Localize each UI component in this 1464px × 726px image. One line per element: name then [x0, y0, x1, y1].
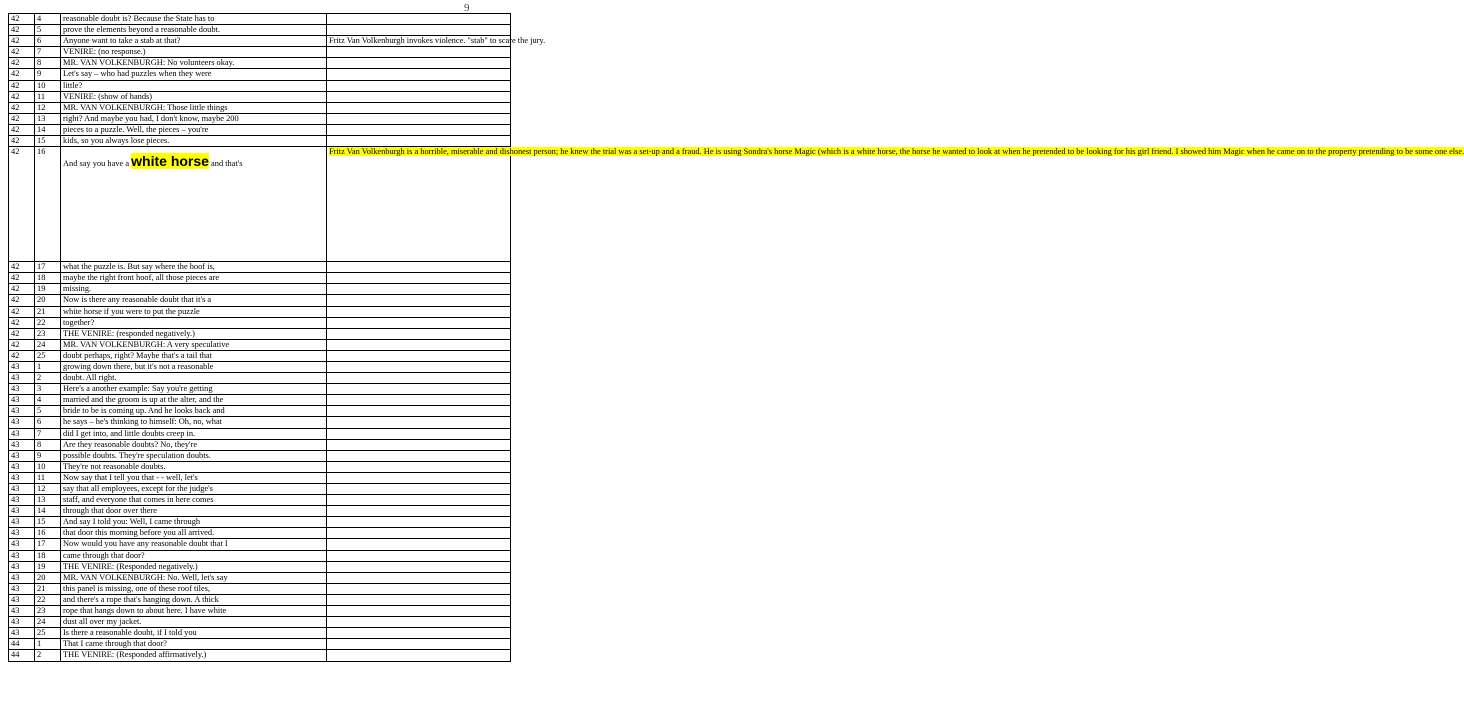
line-cell: 17 — [35, 539, 61, 550]
line-cell: 24 — [35, 617, 61, 628]
annotation-cell — [327, 384, 511, 395]
line-cell: 6 — [35, 36, 61, 47]
table-row — [9, 639, 511, 650]
line-cell: 19 — [35, 561, 61, 572]
text-cell: VENIRE: (no response.) — [61, 47, 327, 58]
table-row — [9, 262, 511, 273]
line-cell: 16 — [35, 147, 61, 262]
table-row — [9, 583, 511, 594]
page-cell: 43 — [9, 583, 35, 594]
page-cell: 43 — [9, 572, 35, 583]
page-cell: 42 — [9, 339, 35, 350]
line-cell: 11 — [35, 472, 61, 483]
table-row — [9, 102, 511, 113]
line-cell: 25 — [35, 350, 61, 361]
table-row — [9, 328, 511, 339]
page-cell: 42 — [9, 136, 35, 147]
table-row — [9, 395, 511, 406]
text-cell: Here's a another example: Say you're getting — [61, 384, 327, 395]
table-row — [9, 428, 511, 439]
highlighted-phrase: white horse — [131, 153, 209, 170]
table-row — [9, 417, 511, 428]
text-cell: Now is there any reasonable doubt that it's a — [61, 295, 327, 306]
highlight-section — [9, 147, 1464, 262]
line-cell: 21 — [35, 583, 61, 594]
annotation-cell — [327, 506, 511, 517]
page-cell: 43 — [9, 484, 35, 495]
text-cell: VENIRE: (show of hands) — [61, 91, 327, 102]
annotation-cell — [327, 124, 511, 135]
annotation-cell — [327, 406, 511, 417]
page-cell: 42 — [9, 295, 35, 306]
line-cell: 5 — [35, 25, 61, 36]
page-cell: 42 — [9, 306, 35, 317]
text-cell: possible doubts. They're speculation doubts. — [61, 450, 327, 461]
text-cell: MR. VAN VOLKENBURGH: Those little things — [61, 102, 327, 113]
annotation-cell — [327, 472, 511, 483]
annotation-cell — [327, 136, 511, 147]
page-cell: 42 — [9, 350, 35, 361]
page-cell: 43 — [9, 561, 35, 572]
table-row — [9, 339, 511, 350]
annotation-cell — [327, 373, 511, 384]
table-row — [9, 461, 511, 472]
page-cell: 43 — [9, 594, 35, 605]
text-cell: right? And maybe you had, I don't know, maybe 200 — [61, 113, 327, 124]
page-cell: 43 — [9, 539, 35, 550]
text-cell: reasonable doubt is? Because the State has to — [61, 14, 327, 25]
table-row — [9, 594, 511, 605]
line-cell: 13 — [35, 495, 61, 506]
page-cell: 42 — [9, 284, 35, 295]
line-cell: 22 — [35, 594, 61, 605]
text-cell: little? — [61, 80, 327, 91]
annotation-cell — [327, 113, 511, 124]
table-row — [9, 550, 511, 561]
text-cell: doubt. All right. — [61, 373, 327, 384]
annotation-cell — [327, 47, 511, 58]
line-cell: 10 — [35, 461, 61, 472]
line-cell: 17 — [35, 262, 61, 273]
annotation-cell — [327, 461, 511, 472]
line-cell: 9 — [35, 450, 61, 461]
line-cell: 10 — [35, 80, 61, 91]
text-cell: THE VENIRE: (Responded negatively.) — [61, 561, 327, 572]
table-row — [9, 495, 511, 506]
text-after: and that's — [208, 159, 243, 169]
page-cell: 42 — [9, 124, 35, 135]
table-row — [9, 373, 511, 384]
annotation-cell — [327, 617, 511, 628]
text-cell: Let's say – who had puzzles when they were — [61, 69, 327, 80]
annotation-text: Fritz Van Volkenburgh is a horrible, miserable and dishonest person; he knew the trial was a set-up and a fraud. He is using Sondra's horse Magic (which is a white horse, the horse he wanted to look at when he pretended to be looking for his girl friend. I showed him Magic when he came on to the property pretending to be some one else. — [329, 147, 1464, 157]
page-cell: 43 — [9, 450, 35, 461]
annotation-cell — [327, 262, 511, 273]
table-row — [9, 350, 511, 361]
table-row — [9, 295, 511, 306]
table-row — [9, 628, 511, 639]
line-cell: 8 — [35, 439, 61, 450]
table-row — [9, 284, 511, 295]
table-row — [9, 306, 511, 317]
annotation-cell — [327, 517, 511, 528]
annotation-cell — [327, 528, 511, 539]
table-row — [9, 528, 511, 539]
annotation-cell — [327, 606, 511, 617]
annotation-cell — [327, 484, 511, 495]
table-row — [9, 439, 511, 450]
table-row — [9, 561, 511, 572]
table-row — [9, 136, 511, 147]
table-row — [9, 317, 511, 328]
line-cell: 4 — [35, 14, 61, 25]
text-cell: missing. — [61, 284, 327, 295]
page-cell: 42 — [9, 36, 35, 47]
text-cell: came through that door? — [61, 550, 327, 561]
annotation-cell — [327, 550, 511, 561]
text-cell: and there's a rope that's hanging down. A thick — [61, 594, 327, 605]
annotation-cell — [327, 628, 511, 639]
table-row — [9, 361, 511, 372]
text-cell: Is there a reasonable doubt, if I told you — [61, 628, 327, 639]
line-cell: 6 — [35, 417, 61, 428]
page-cell: 42 — [9, 113, 35, 124]
line-cell: 20 — [35, 572, 61, 583]
table-row — [9, 14, 511, 25]
line-cell: 1 — [35, 639, 61, 650]
page-cell: 42 — [9, 273, 35, 284]
transcript-table — [8, 13, 1464, 662]
annotation-cell — [327, 306, 511, 317]
text-cell: say that all employees, except for the judge's — [61, 484, 327, 495]
annotation-cell — [327, 328, 511, 339]
text-cell: pieces to a puzzle. Well, the pieces – you're — [61, 124, 327, 135]
page-cell: 43 — [9, 528, 35, 539]
page-cell: 42 — [9, 80, 35, 91]
annotation-cell — [327, 102, 511, 113]
table-row — [9, 539, 511, 550]
table-row — [9, 450, 511, 461]
page-cell: 43 — [9, 384, 35, 395]
table-row — [9, 517, 511, 528]
page-cell: 42 — [9, 91, 35, 102]
text-cell: through that door over there — [61, 506, 327, 517]
line-cell: 15 — [35, 136, 61, 147]
line-cell: 22 — [35, 317, 61, 328]
page-cell: 42 — [9, 14, 35, 25]
line-cell: 3 — [35, 384, 61, 395]
annotation-cell — [327, 594, 511, 605]
annotation-cell — [327, 80, 511, 91]
page-cell: 43 — [9, 373, 35, 384]
line-cell: 12 — [35, 484, 61, 495]
text-cell: maybe the right front hoof, all those pieces are — [61, 273, 327, 284]
transcript-rows-after — [9, 262, 511, 661]
line-cell: 19 — [35, 284, 61, 295]
line-cell: 14 — [35, 506, 61, 517]
text-cell: Now say that I tell you that - - well, let's — [61, 472, 327, 483]
text-cell: dust all over my jacket. — [61, 617, 327, 628]
table-row — [9, 69, 511, 80]
annotation-cell — [327, 572, 511, 583]
page-cell: 42 — [9, 102, 35, 113]
line-cell: 2 — [35, 373, 61, 384]
annotation-cell — [327, 639, 511, 650]
table-row — [9, 25, 511, 36]
annotation-cell — [327, 350, 511, 361]
line-cell: 7 — [35, 428, 61, 439]
text-cell: growing down there, but it's not a reasonable — [61, 361, 327, 372]
text-cell: kids, so you always lose pieces. — [61, 136, 327, 147]
annotation-cell — [327, 428, 511, 439]
annotation-cell — [327, 495, 511, 506]
annotation-cell — [327, 317, 511, 328]
text-cell: he says – he's thinking to himself: Oh, no, what — [61, 417, 327, 428]
text-cell: did I get into, and little doubts creep in. — [61, 428, 327, 439]
line-cell: 18 — [35, 550, 61, 561]
table-row — [9, 273, 511, 284]
page-cell: 43 — [9, 495, 35, 506]
text-cell: together? — [61, 317, 327, 328]
page-cell: 42 — [9, 328, 35, 339]
line-cell: 2 — [35, 650, 61, 661]
annotation-cell — [327, 561, 511, 572]
annotation-cell — [327, 91, 511, 102]
annotation-cell — [327, 14, 511, 25]
table-row — [9, 113, 511, 124]
line-cell: 25 — [35, 628, 61, 639]
text-cell: white horse if you were to put the puzzle — [61, 306, 327, 317]
page-cell: 42 — [9, 69, 35, 80]
annotation-cell — [327, 58, 511, 69]
page-cell: 42 — [9, 47, 35, 58]
line-cell: 15 — [35, 517, 61, 528]
page-cell: 42 — [9, 262, 35, 273]
text-cell — [61, 147, 327, 262]
annotation-cell — [327, 147, 1464, 262]
text-cell: this panel is missing, one of these roof tiles, — [61, 583, 327, 594]
annotation-cell — [327, 295, 511, 306]
page-cell: 43 — [9, 506, 35, 517]
table-row-highlight — [9, 147, 511, 262]
page-cell: 43 — [9, 606, 35, 617]
page-cell: 43 — [9, 550, 35, 561]
line-cell: 11 — [35, 91, 61, 102]
annotation-cell — [327, 395, 511, 406]
annotation-cell — [327, 439, 511, 450]
text-cell: bride to be is coming up. And he looks back and — [61, 406, 327, 417]
page-cell: 43 — [9, 617, 35, 628]
line-cell: 4 — [35, 395, 61, 406]
transcript-rows-before — [9, 14, 546, 147]
page-cell: 43 — [9, 439, 35, 450]
text-cell: Now would you have any reasonable doubt that I — [61, 539, 327, 550]
text-cell: And say I told you: Well, I came through — [61, 517, 327, 528]
line-cell: 12 — [35, 102, 61, 113]
page-cell: 43 — [9, 417, 35, 428]
line-cell: 1 — [35, 361, 61, 372]
line-cell: 21 — [35, 306, 61, 317]
table-row — [9, 384, 511, 395]
page-cell: 43 — [9, 472, 35, 483]
page-cell: 42 — [9, 25, 35, 36]
line-cell: 5 — [35, 406, 61, 417]
annotation-cell — [327, 25, 511, 36]
annotation-cell: Fritz Van Volkenburgh invokes violence. "stab" to scare the jury. — [327, 36, 511, 47]
table-row — [9, 606, 511, 617]
annotation-cell — [327, 284, 511, 295]
text-cell: That I came through that door? — [61, 639, 327, 650]
table-row — [9, 650, 511, 661]
line-cell: 13 — [35, 113, 61, 124]
line-cell: 24 — [35, 339, 61, 350]
annotation-cell — [327, 450, 511, 461]
line-cell: 18 — [35, 273, 61, 284]
text-cell: prove the elements beyond a reasonable doubt. — [61, 25, 327, 36]
text-cell: that door this morning before you all arrived. — [61, 528, 327, 539]
table-row — [9, 91, 511, 102]
page-cell: 43 — [9, 517, 35, 528]
annotation-cell — [327, 69, 511, 80]
text-cell: what the puzzle is. But say where the hoof is, — [61, 262, 327, 273]
annotation-cell — [327, 650, 511, 661]
line-cell: 7 — [35, 47, 61, 58]
table-row — [9, 484, 511, 495]
table-row — [9, 47, 511, 58]
annotation-cell — [327, 273, 511, 284]
annotation-cell — [327, 583, 511, 594]
annotation-cell — [327, 339, 511, 350]
table-row — [9, 58, 511, 69]
line-cell: 23 — [35, 606, 61, 617]
line-cell: 14 — [35, 124, 61, 135]
page-cell: 43 — [9, 428, 35, 439]
text-cell: MR. VAN VOLKENBURGH: No volunteers okay. — [61, 58, 327, 69]
text-cell: rope that hangs down to about here. I have white — [61, 606, 327, 617]
table-row — [9, 472, 511, 483]
line-cell: 8 — [35, 58, 61, 69]
table-row — [9, 124, 511, 135]
text-cell: doubt perhaps, right? Maybe that's a tail that — [61, 350, 327, 361]
page-cell: 43 — [9, 395, 35, 406]
text-before: And say you have a — [63, 159, 132, 169]
line-cell: 16 — [35, 528, 61, 539]
table-row — [9, 36, 511, 47]
line-cell: 9 — [35, 69, 61, 80]
page-cell: 42 — [9, 58, 35, 69]
table-row — [9, 406, 511, 417]
text-cell: They're not reasonable doubts. — [61, 461, 327, 472]
text-cell: MR. VAN VOLKENBURGH: A very speculative — [61, 339, 327, 350]
page-cell: 44 — [9, 639, 35, 650]
text-cell: Anyone want to take a stab at that? — [61, 36, 327, 47]
text-cell: THE VENIRE: (Responded affirmatively.) — [61, 650, 327, 661]
page-cell: 42 — [9, 317, 35, 328]
page-cell: 44 — [9, 650, 35, 661]
text-cell: married and the groom is up at the alter, and the — [61, 395, 327, 406]
annotation-cell — [327, 539, 511, 550]
line-cell: 23 — [35, 328, 61, 339]
page-cell: 43 — [9, 628, 35, 639]
text-cell: MR. VAN VOLKENBURGH: No. Well, let's say — [61, 572, 327, 583]
text-cell: THE VENIRE: (responded negatively.) — [61, 328, 327, 339]
annotation-cell — [327, 417, 511, 428]
page-cell: 43 — [9, 461, 35, 472]
page-cell: 43 — [9, 361, 35, 372]
table-row — [9, 506, 511, 517]
page-cell: 43 — [9, 406, 35, 417]
page-number: 9 — [464, 2, 470, 14]
table-row — [9, 617, 511, 628]
annotation-cell — [327, 361, 511, 372]
table-row — [9, 572, 511, 583]
text-cell: Are they reasonable doubts? No, they're — [61, 439, 327, 450]
text-cell: staff, and everyone that comes in here comes — [61, 495, 327, 506]
line-cell: 20 — [35, 295, 61, 306]
table-row — [9, 80, 511, 91]
page-cell: 42 — [9, 147, 35, 262]
